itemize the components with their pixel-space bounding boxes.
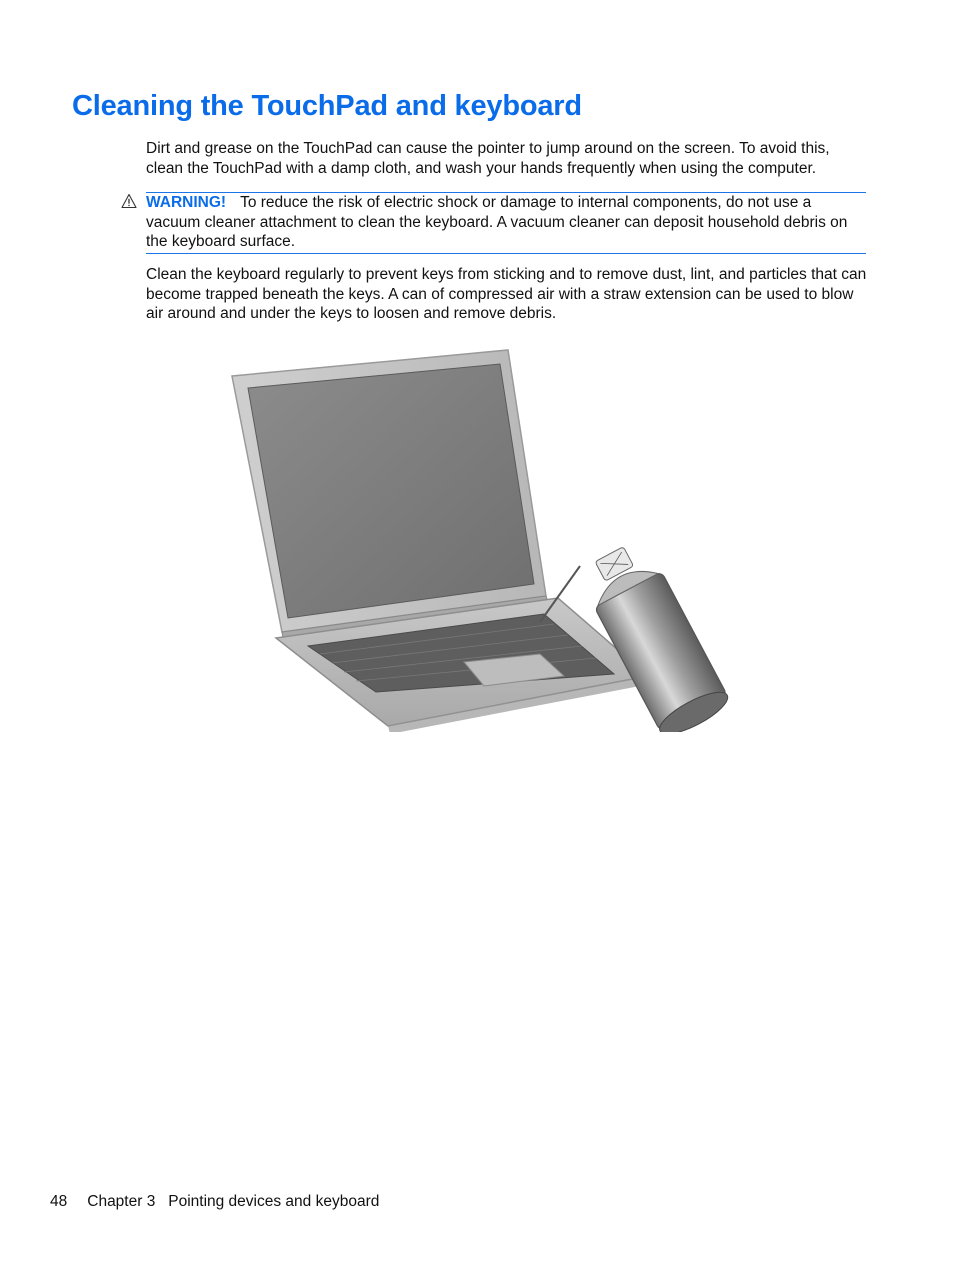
laptop-compressed-air-illustration: [228, 346, 740, 732]
warning-text: To reduce the risk of electric shock or damage to internal components, do not use a vacuum cleaner attachment to clean the keyboard. A vacuum cleaner can deposit household debris on the keyboard surface.: [146, 194, 848, 251]
warning-triangle-icon: [121, 193, 137, 209]
warning-label: WARNING!: [146, 194, 227, 211]
warning-box: [146, 192, 866, 254]
keyboard-cleaning-paragraph: Clean the keyboard regularly to prevent keys from sticking and to remove dust, lint, and particles that can become trapped beneath the keys. A can of compressed air with a straw extension can be used to blow air around and under the keys to loosen and remove debris.: [146, 266, 867, 323]
page-title: Cleaning the TouchPad and keyboard: [72, 90, 582, 122]
chapter-label: Chapter 3 Pointing devices and keyboard: [87, 1193, 380, 1210]
page-number: 48: [50, 1193, 68, 1210]
page-footer: [50, 1193, 379, 1211]
touchpad-cleaning-paragraph: Dirt and grease on the TouchPad can cause the pointer to jump around on the screen. To avoid this, clean the TouchPad with a damp cloth, and wash your hands frequently when using the computer.: [146, 140, 830, 177]
